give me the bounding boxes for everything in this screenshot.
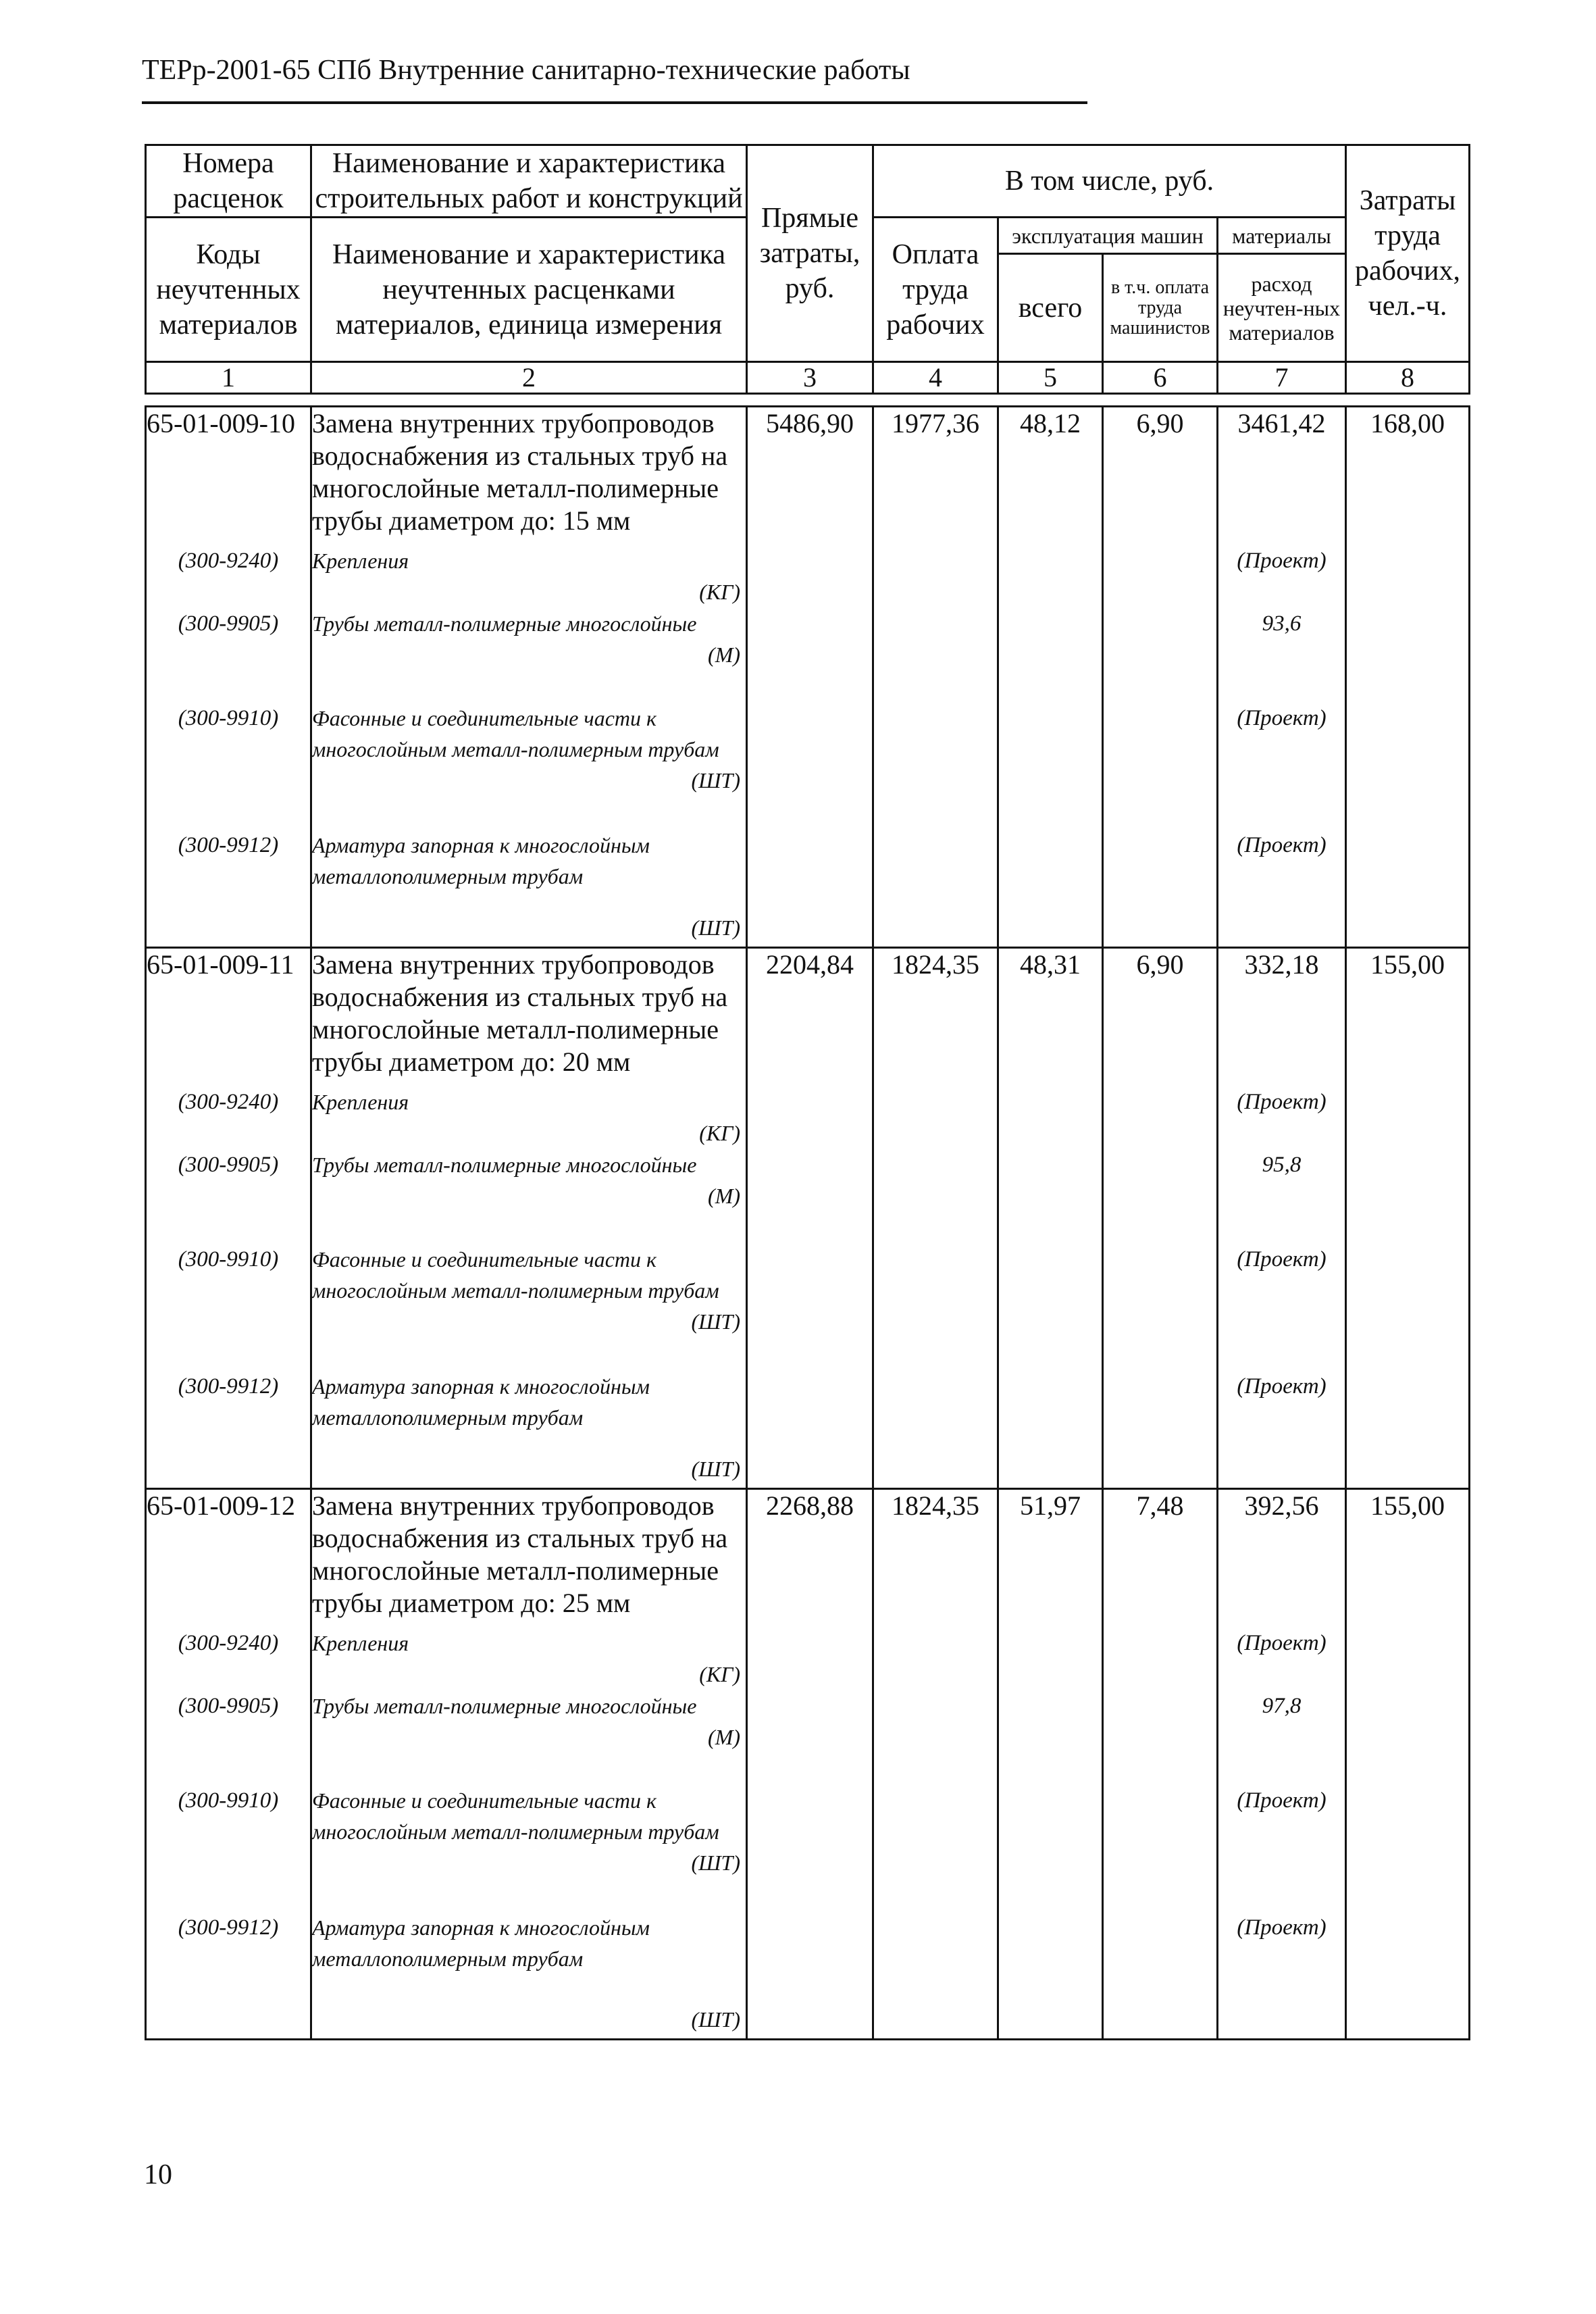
rates-table [145, 405, 1470, 2040]
direct-costs: 2204,84 [747, 948, 873, 1086]
page-number: 10 [144, 2159, 172, 2190]
materials-cost: 392,56 [1218, 1489, 1346, 1628]
material-name: Крепления (КГ) [311, 545, 747, 608]
material-unit: (ШТ) [691, 768, 740, 793]
material-quantity: (Проект) [1218, 545, 1346, 608]
material-code: (300-9905) [146, 1149, 311, 1244]
material-unit: (КГ) [699, 1120, 740, 1145]
rate-code: 65-01-009-12 [146, 1489, 311, 1628]
material-unit: (ШТ) [691, 1850, 740, 1875]
material-quantity: (Проект) [1218, 1628, 1346, 1690]
material-code: (300-9905) [146, 608, 311, 703]
material-unit: (ШТ) [691, 1456, 740, 1481]
material-quantity: (Проект) [1218, 1912, 1346, 2040]
material-name: Арматура запорная к многослойным металлополимерным трубам (ШТ) [311, 1912, 747, 2040]
material-code: (300-9912) [146, 830, 311, 948]
material-row [146, 1690, 1470, 1785]
column-number: 6 [1103, 362, 1218, 394]
material-name: Арматура запорная к многослойным металлополимерным трубам (ШТ) [311, 1371, 747, 1489]
material-row [146, 1628, 1470, 1690]
rate-row [146, 948, 1470, 1086]
material-unit: (КГ) [699, 1661, 740, 1686]
machinists-pay: 6,90 [1103, 948, 1218, 1086]
material-code: (300-9910) [146, 1785, 311, 1912]
material-name: Фасонные и соединительные части к многослойным металл-полимерным трубам (ШТ) [311, 703, 747, 830]
rate-row [146, 1489, 1470, 1628]
machines-total: 48,12 [998, 407, 1103, 545]
material-name: Трубы металл-полимерные многослойные (М) [311, 608, 747, 703]
material-quantity: (Проект) [1218, 1785, 1346, 1912]
header-material-codes: Коды неучтенных материалов [146, 218, 311, 362]
header-including: В том числе, руб. [873, 145, 1346, 218]
material-row [146, 1086, 1470, 1149]
rate-name: Замена внутренних трубопроводов водоснабжения из стальных труб на многослойные металл-полимерные трубы диаметром до: 20 мм [311, 948, 747, 1086]
material-row [146, 703, 1470, 830]
material-unit: (ШТ) [691, 1309, 740, 1334]
material-name: Трубы металл-полимерные многослойные (М) [311, 1690, 747, 1785]
material-name: Крепления (КГ) [311, 1086, 747, 1149]
material-code: (300-9912) [146, 1912, 311, 2040]
material-unit: (М) [708, 642, 740, 667]
header-direct-costs: Прямые затраты, руб. [747, 145, 873, 362]
material-row [146, 1149, 1470, 1244]
direct-costs: 2268,88 [747, 1489, 873, 1628]
table-header [145, 144, 1470, 395]
material-unit: (ШТ) [691, 2007, 740, 2032]
material-unit: (М) [708, 1183, 740, 1208]
material-row [146, 1912, 1470, 2040]
material-code: (300-9240) [146, 1086, 311, 1149]
rate-code: 65-01-009-11 [146, 948, 311, 1086]
column-number: 7 [1218, 362, 1346, 394]
material-row [146, 545, 1470, 608]
material-code: (300-9912) [146, 1371, 311, 1489]
material-quantity: (Проект) [1218, 703, 1346, 830]
material-code: (300-9240) [146, 545, 311, 608]
material-code: (300-9905) [146, 1690, 311, 1785]
material-quantity: (Проект) [1218, 1244, 1346, 1371]
column-number: 8 [1346, 362, 1470, 394]
header-divider [142, 101, 1087, 104]
materials-cost: 3461,42 [1218, 407, 1346, 545]
document-header: ТЕРр-2001-65 СПб Внутренние санитарно-технические работы [142, 55, 910, 86]
rate-code: 65-01-009-10 [146, 407, 311, 545]
column-number: 1 [146, 362, 311, 394]
material-name: Фасонные и соединительные части к многослойным металл-полимерным трубам (ШТ) [311, 1244, 747, 1371]
column-number: 5 [998, 362, 1103, 394]
rate-name: Замена внутренних трубопроводов водоснабжения из стальных труб на многослойные металл-полимерные трубы диаметром до: 15 мм [311, 407, 747, 545]
material-unit: (ШТ) [691, 915, 740, 940]
material-code: (300-9240) [146, 1628, 311, 1690]
material-code: (300-9910) [146, 703, 311, 830]
material-row [146, 608, 1470, 703]
header-material-name: Наименование и характеристика неучтенных расценками материалов, единица измерения [311, 218, 747, 362]
labor-hours: 155,00 [1346, 948, 1470, 1086]
material-name: Фасонные и соединительные части к многослойным металл-полимерным трубам (ШТ) [311, 1785, 747, 1912]
material-quantity: 95,8 [1218, 1149, 1346, 1244]
rate-row [146, 407, 1470, 545]
header-labor-pay: Оплата труда рабочих [873, 218, 998, 362]
material-quantity: (Проект) [1218, 1086, 1346, 1149]
material-row [146, 830, 1470, 948]
material-name: Крепления (КГ) [311, 1628, 747, 1690]
material-quantity: 97,8 [1218, 1690, 1346, 1785]
labor-pay: 1824,35 [873, 1489, 998, 1628]
material-row [146, 1785, 1470, 1912]
labor-hours: 155,00 [1346, 1489, 1470, 1628]
material-quantity: (Проект) [1218, 1371, 1346, 1489]
header-machines: эксплуатация машин [998, 218, 1218, 254]
machinists-pay: 7,48 [1103, 1489, 1218, 1628]
machines-total: 51,97 [998, 1489, 1103, 1628]
header-rate-numbers: Номера расценок [146, 145, 311, 218]
column-number: 3 [747, 362, 873, 394]
header-unaccounted-materials: расход неучтен-ных материалов [1218, 254, 1346, 362]
material-quantity: (Проект) [1218, 830, 1346, 948]
machines-total: 48,31 [998, 948, 1103, 1086]
header-work-name: Наименование и характеристика строительных работ и конструкций [311, 145, 747, 218]
labor-hours: 168,00 [1346, 407, 1470, 545]
material-code: (300-9910) [146, 1244, 311, 1371]
machinists-pay: 6,90 [1103, 407, 1218, 545]
header-materials: материалы [1218, 218, 1346, 254]
material-name: Арматура запорная к многослойным металлополимерным трубам (ШТ) [311, 830, 747, 948]
header-machinists-pay: в т.ч. оплата труда машинистов [1103, 254, 1218, 362]
material-unit: (КГ) [699, 579, 740, 604]
material-unit: (М) [708, 1724, 740, 1749]
labor-pay: 1824,35 [873, 948, 998, 1086]
rate-name: Замена внутренних трубопроводов водоснабжения из стальных труб на многослойные металл-полимерные трубы диаметром до: 25 мм [311, 1489, 747, 1628]
material-row [146, 1244, 1470, 1371]
labor-pay: 1977,36 [873, 407, 998, 545]
materials-cost: 332,18 [1218, 948, 1346, 1086]
material-quantity: 93,6 [1218, 608, 1346, 703]
header-labor-hours: Затраты труда рабочих, чел.-ч. [1346, 145, 1470, 362]
material-name: Трубы металл-полимерные многослойные (М) [311, 1149, 747, 1244]
material-row [146, 1371, 1470, 1489]
column-number: 4 [873, 362, 998, 394]
header-machines-total: всего [998, 254, 1103, 362]
column-number: 2 [311, 362, 747, 394]
direct-costs: 5486,90 [747, 407, 873, 545]
